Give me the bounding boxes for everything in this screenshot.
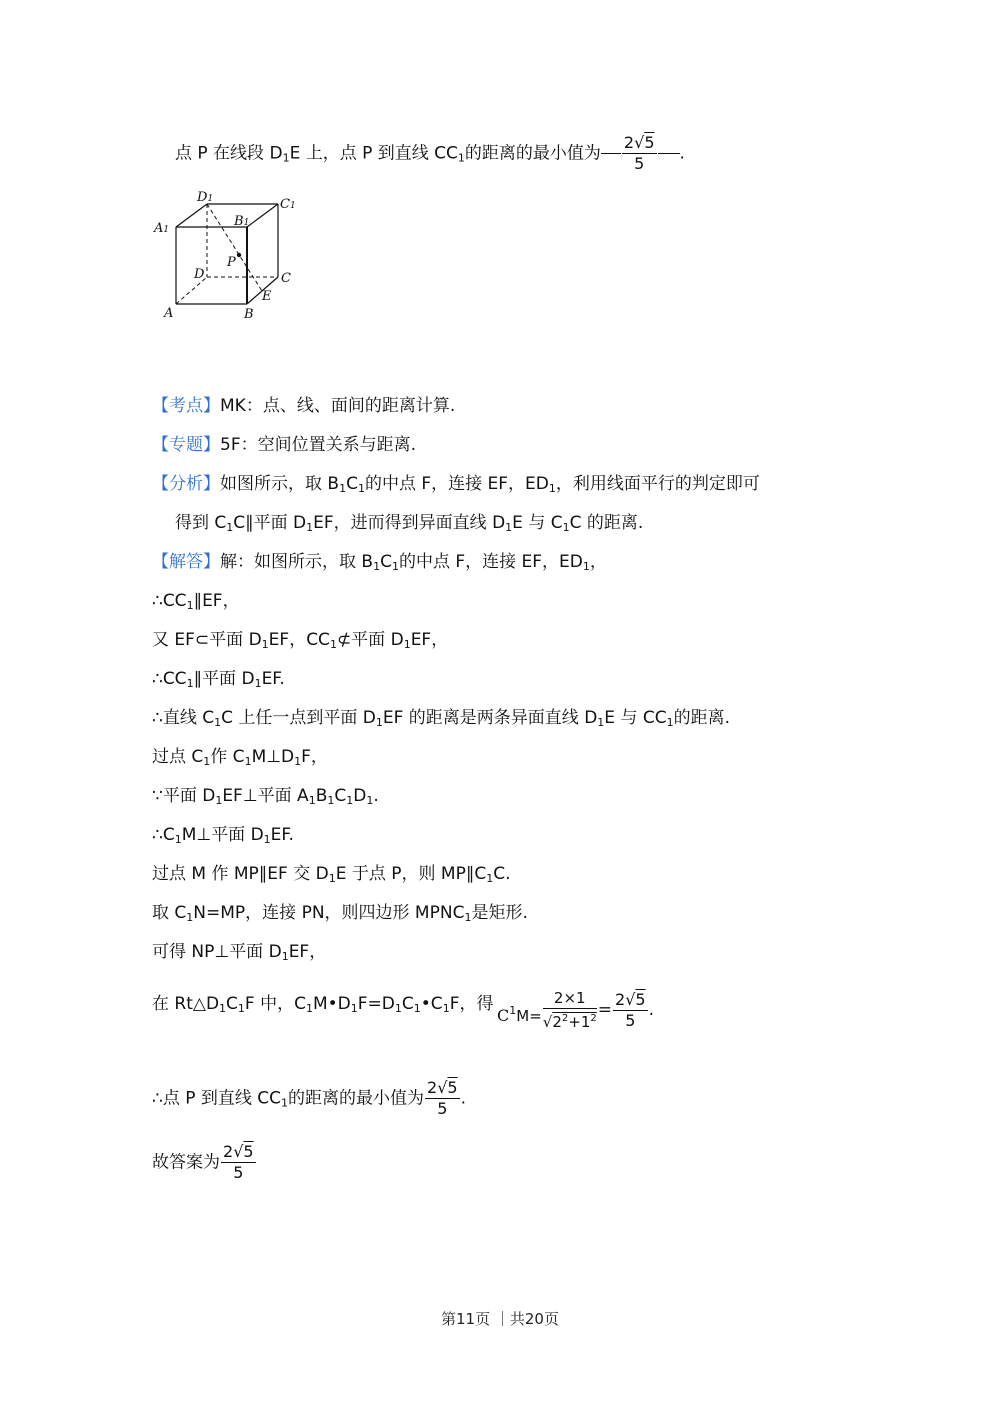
solution-line-5: 过点 $C_1$作 $C_1M\perp D_1F$， [152,747,328,768]
label-p: P [227,255,236,270]
label-a: A [164,306,174,321]
solution-line-3: $\therefore CC_1\parallel$平面 $D_1EF$. [152,669,285,690]
frac-num-rad: 5 [644,133,655,152]
fenxi-line-2: 得到 $C_1C\parallel$平面 $D_1EF$，进而得到异面直线 $D_1E$ 与 $C_1C$ 的距离. [175,513,644,534]
zhuanti-text: 5F：空间位置关系与距离. [220,435,416,455]
text: . [679,143,685,164]
formula-eq: = [597,1000,612,1020]
label-b: B [244,307,254,322]
solution-line-7: $\therefore C_1M\perp$平面 $D_1EF$. [152,825,294,846]
kaodian-line [152,394,455,418]
frac-den: 5 [634,154,645,173]
answer-fraction: $\frac{2√5}{5}$ [623,133,655,173]
final-answer-line: 故答案为 $\frac{2√5}{5}$ [152,1142,254,1182]
page-footer: 第11页 ｜共20页 [441,1310,559,1328]
edge-b1c1 [247,204,278,227]
solution-line-9: 取 $C_1N=MP$，连接 PN，则四边形 $MPNC_1$是矩形. [152,903,528,924]
jieda-tag: 【解答】 [152,552,220,572]
answer-blank-left [601,153,621,154]
formula-den: $√2^2+1^2$ [542,1013,597,1031]
cube-figure [150,185,310,325]
label-d1: D1 [197,190,214,205]
solution-line-4: ∴直线 $C_1C$ 上任一点到平面 $D_1EF$ 的距离是两条异面直线 $D_1E$ 与 $CC_1$的距离. [152,708,730,729]
solution-line-11: 在 $Rt\triangle D_1C_1F$ 中，$C_1M•D_1F=D_1C_1•C_1F$，得 [152,994,494,1015]
frac-num-coef: 2 [623,133,635,152]
edge-a1d1 [176,204,207,227]
formula-fraction [543,988,597,1032]
kaodian-text: MK：点、线、面间的距离计算. [220,396,456,416]
text: E 上，点 P 到直线 CC [289,143,458,164]
formula-num: 2×1 [543,988,597,1009]
solution-line-12: ∴点 P 到直线 $CC_1$的距离的最小值为 $\frac{2√5}{5}$ . [152,1078,467,1118]
solution-line-6: ∵平面 $D_1EF\perp$平面 $A_1B_1C_1D_1$. [152,786,379,807]
label-c: C [281,271,291,286]
solution-line-10: 可得 NP⊥平面 $D_1EF$， [152,942,327,963]
label-a1: A1 [154,221,170,236]
fenxi-tag: 【分析】 [152,474,220,494]
solution-line-2: 又 EF⊂平面 $D_1EF$，$CC_1⊄$平面 $D_1EF$， [152,630,449,651]
formula-result: $\frac{2√5}{5}$ [615,989,646,1030]
label-e: E [262,289,272,304]
zhuanti-line [152,433,416,457]
fenxi-line-1: 【分析】如图所示，取 $B_1C_1$的中点 F，连接 EF，$ED_1$，利用线面平行的判定即可 [152,474,760,495]
formula-c: C [497,1006,510,1025]
solution-line-1: $\therefore CC_1\parallel EF$， [152,591,240,612]
point-p [237,253,241,257]
text: 点 P 在线段 D [175,143,283,164]
min-distance-fraction: $\frac{2√5}{5}$ [427,1078,458,1118]
final-answer-fraction: $\frac{2√5}{5}$ [223,1142,254,1182]
text: 的距离的最小值为 [464,143,601,164]
subscript: 1 [457,151,465,165]
intro-line [175,133,685,174]
label-c1: C1 [280,197,296,212]
solution-line-8: 过点 M 作 MP∥EF 交 $D_1E$ 于点 P，则 $MP\parallel C_1C$. [152,864,511,885]
label-b1: B1 [234,214,250,229]
subscript: 1 [282,151,290,165]
jieda-line: 【解答】解：如图所示，取 $B_1C_1$的中点 F，连接 EF，$ED_1$， [152,552,607,573]
answer-blank-right [658,153,680,154]
zhuanti-tag: 【专题】 [152,435,220,455]
label-d: D [194,267,205,282]
kaodian-tag: 【考点】 [152,396,220,416]
cm-formula: $C_1M=$ $\frac{2\times 1}{√2^2+1^2}$ = $\frac{2√5}{5}$ . [497,989,654,1031]
formula-m: M= [516,1007,542,1025]
